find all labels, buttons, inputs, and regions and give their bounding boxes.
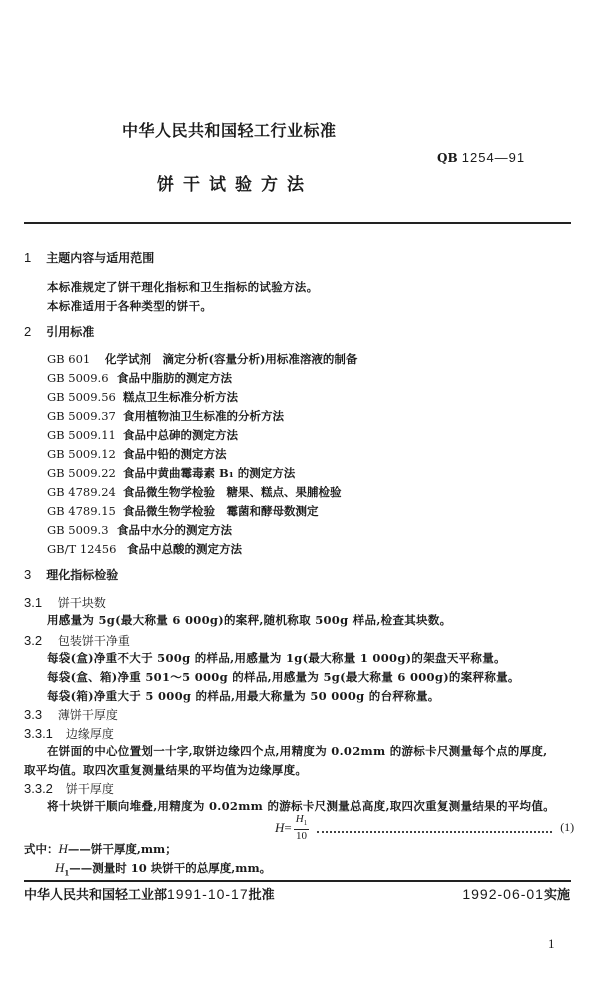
section-3-3-1-text: 在饼面的中心位置划一十字,取饼边缘四个点,用精度为 0.02mm 的游标卡尺测量每个点的厚度,	[47, 744, 548, 758]
organization-title: 中华人民共和国轻工行业标准	[122, 121, 337, 140]
effective-info: 1992-06-01实施	[462, 886, 570, 903]
section-3-1-text: 用感量为 5g(最大称量 6 000g)的案秤,随机称取 500g 样品,检查其块数。	[47, 613, 452, 627]
formula-equals: =	[284, 819, 292, 835]
section-3-2-line: 每袋(盒)净重不大于 500g 的样品,用感量为 1g(最大称量 1 000g)的架盘天平称量。	[47, 651, 506, 665]
section-3-heading: 3 理化指标检验	[24, 567, 119, 582]
section-2-heading: 2 引用标准	[24, 324, 95, 339]
formula-number: (1)	[560, 820, 575, 835]
standard-number: 1254—91	[461, 150, 526, 165]
page-number: 1	[548, 936, 555, 951]
section-3-1-heading: 3.1 饼干块数	[24, 595, 106, 610]
formula-1	[275, 813, 574, 842]
reference-item: GB 5009.6 食品中脂肪的测定方法	[47, 371, 232, 385]
standard-code	[437, 150, 525, 166]
formula-lhs: H	[275, 819, 285, 835]
formula-numerator: $H_1$	[294, 813, 309, 830]
section-3-3-2-heading: 3.3.2 饼干厚度	[24, 781, 114, 796]
section-3-3-heading: 3.3 薄饼干厚度	[24, 707, 118, 722]
section-3-3-1-text: 取平均值。取四次重复测量结果的平均值为边缘厚度。	[24, 763, 308, 777]
reference-item: GB 5009.11 食品中总砷的测定方法	[47, 428, 238, 442]
reference-item: GB 5009.37 食用植物油卫生标准的分析方法	[47, 409, 284, 423]
reference-item: GB 601 化学试剂 滴定分析(容量分析)用标准溶液的制备	[47, 352, 358, 366]
reference-item: GB 5009.22 食品中黄曲霉毒素 B₁ 的测定方法	[47, 466, 296, 480]
section-1-paragraph: 本标准适用于各种类型的饼干。	[47, 299, 213, 313]
document-title: 饼干试验方法	[157, 175, 313, 195]
section-1-heading: 1 主题内容与适用范围	[24, 250, 155, 265]
section-3-3-2-text: 将十块饼干顺向堆叠,用精度为 0.02mm 的游标卡尺测量总高度,取四次重复测量结果的平均值。	[47, 799, 555, 813]
section-1-paragraph: 本标准规定了饼干理化指标和卫生指标的试验方法。	[47, 280, 319, 294]
where-line: 式中：H——饼干厚度,mm；	[24, 841, 177, 856]
formula-fraction	[294, 813, 309, 842]
formula-leader-dots	[317, 825, 552, 833]
reference-item: GB 4789.24 食品微生物学检验 糖果、糕点、果脯检验	[47, 485, 342, 499]
reference-item: GB 5009.56 糕点卫生标准分析方法	[47, 390, 238, 404]
section-3-2-line: 每袋(盒、箱)净重 501～5 000g 的样品,用感量为 5g(最大称量 6 000g)的案秤称量。	[47, 670, 520, 684]
approval-info: 中华人民共和国轻工业部1991-10-17批准	[24, 886, 275, 903]
reference-item: GB 4789.15 食品微生物学检验 霉菌和酵母数测定	[47, 504, 319, 518]
where-line: $H_1——$测量时 10 块饼干的总厚度,mm。	[55, 860, 272, 878]
section-3-3-1-heading: 3.3.1 边缘厚度	[24, 726, 114, 741]
standard-prefix: QB	[437, 151, 458, 165]
section-3-2-line: 每袋(箱)净重大于 5 000g 的样品,用最大称量为 50 000g 的台秤称量。	[47, 689, 440, 703]
footer-divider	[24, 880, 571, 882]
formula-denominator: 10	[295, 830, 307, 843]
reference-item: GB 5009.12 食品中铅的测定方法	[47, 447, 227, 461]
reference-item: GB/T 12456 食品中总酸的测定方法	[47, 542, 242, 556]
reference-item: GB 5009.3 食品中水分的测定方法	[47, 523, 232, 537]
header-divider	[24, 222, 571, 224]
section-3-2-heading: 3.2 包装饼干净重	[24, 633, 130, 648]
